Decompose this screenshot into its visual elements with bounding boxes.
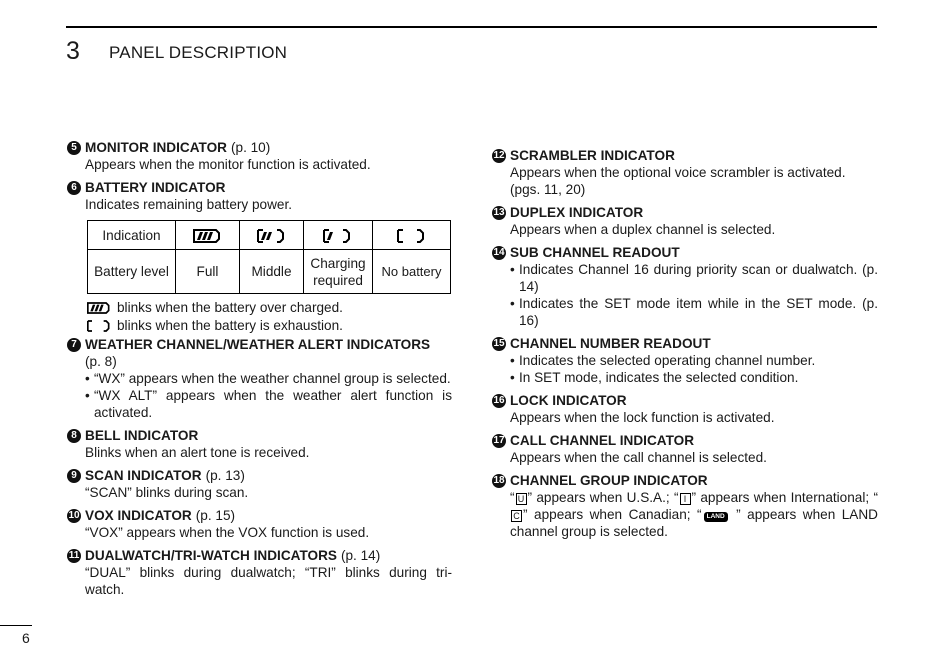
right-column [492,147,878,546]
table-row [88,221,451,250]
table-cell: Battery level [88,250,176,294]
scrambler-indicator-section [492,147,878,198]
list-item-text: “WX ALT” appears when the weather alert function is activated. [94,388,452,420]
battery-empty-icon [397,229,427,243]
table-cell [304,221,373,250]
monitor-indicator-section [67,139,452,173]
bell-indicator-section [67,427,452,461]
table-cell: No battery [373,250,451,294]
body-text: ” appears when International; “ [691,490,878,505]
page-reference: (p. 14) [340,548,381,563]
note-text: blinks when the battery over charged. [117,300,343,315]
item-number-badge: 18 [493,474,505,486]
weather-indicators-section [67,336,452,421]
list-item-text: Indicates the selected operating channel number. [519,353,816,368]
chapter-number: 3 [66,37,80,65]
list-item: • In SET mode, indicates the selected condition. [492,369,878,386]
page-number: 6 [22,630,30,646]
item-number-badge: 11 [68,549,80,561]
section-body: Appears when the optional voice scrambler is activated. (pgs. 11, 20) [510,165,846,197]
page-reference: (p. 8) [85,354,117,369]
item-number-badge: 8 [67,429,81,443]
item-number-badge: 12 [493,149,505,161]
scan-indicator-section [67,467,452,501]
section-title: SCRAMBLER INDICATOR [510,148,675,163]
item-number-badge: 15 [493,337,505,349]
section-title: DUPLEX INDICATOR [510,205,644,220]
item-number-badge: 16 [493,394,505,406]
section-title: BELL INDICATOR [85,428,199,443]
item-number-badge: 10 [68,509,80,521]
section-title: BATTERY INDICATOR [85,180,226,195]
section-body: “SCAN” blinks during scan. [85,485,249,500]
battery-full-icon [87,302,112,314]
battery-empty-icon [87,320,112,332]
section-body: Appears when the monitor function is activated. [85,157,371,172]
item-number-badge: 9 [67,469,81,483]
duplex-indicator-section [492,204,878,238]
list-item-text: In SET mode, indicates the selected condition. [519,370,799,385]
list-item: • Indicates the SET mode item while in the SET mode. (p. 16) [510,296,878,328]
battery-indicator-section [67,179,452,334]
body-text: ” appears when U.S.A.; “ [527,490,679,505]
table-cell: Middle [240,250,304,294]
list-item: • “WX ALT” appears when the weather alert function is activated. [85,388,452,420]
lock-indicator-section [492,392,878,426]
section-title: CALL CHANNEL INDICATOR [510,433,695,448]
dualwatch-indicators-section [67,547,452,598]
section-body: Indicates remaining battery power. [85,197,293,212]
battery-table [87,220,451,294]
item-number-badge: 17 [493,434,505,446]
item-number-badge: 6 [67,181,81,195]
list-item: • “WX” appears when the weather channel group is selected. [85,371,451,386]
section-body: Blinks when an alert tone is received. [85,445,310,460]
call-channel-indicator-section [492,432,878,466]
section-body: “VOX” appears when the VOX function is used. [85,525,370,540]
section-title: VOX INDICATOR [85,508,192,523]
table-cell: Indication [88,221,176,250]
note-text: blinks when the battery is exhaustion. [117,318,343,333]
vox-indicator-section [67,507,452,541]
table-cell [304,250,373,294]
section-body: Appears when the lock function is activated. [510,410,775,425]
battery-low-icon [323,229,353,243]
section-body: “ U ” appears when U.S.A.; “ I ” appears when International; “C ” appears when Canadian; “ LAND ” appears when LAND channel group is selected. [510,490,878,539]
page-reference: (p. 15) [195,508,236,523]
section-title: DUALWATCH/TRI-WATCH INDICATORS [85,548,337,563]
section-title: LOCK INDICATOR [510,393,627,408]
section-title: SUB CHANNEL READOUT [510,245,680,260]
table-cell [373,221,451,250]
canadian-group-icon: C [511,510,522,522]
list-item-text: Indicates Channel 16 during priority scan or dualwatch. (p. 14) [519,262,878,294]
table-row [88,250,451,294]
section-title: CHANNEL NUMBER READOUT [510,336,711,351]
list-item: • Indicates the selected operating channel number. [492,352,878,369]
item-number-badge: 14 [493,246,505,258]
sub-channel-readout-section [492,244,878,329]
chapter-title: PANEL DESCRIPTION [109,43,288,62]
section-title: CHANNEL GROUP INDICATOR [510,473,708,488]
battery-note-exhausted [67,317,452,334]
item-number-badge: 13 [493,206,505,218]
channel-group-indicator-section [492,472,878,540]
footer-rule [0,625,32,626]
section-body: Appears when the call channel is selected. [510,450,767,465]
item-number-badge: 7 [67,338,81,352]
list-item-text: Indicates the SET mode item while in the SET mode. (p. 16) [519,296,878,328]
battery-full-icon [193,229,223,243]
charging-required-label: Charging required [310,255,366,288]
usa-group-icon: U [516,493,527,505]
section-title: SCAN INDICATOR [85,468,202,483]
battery-middle-icon [257,229,287,243]
section-body: Appears when a duplex channel is selected. [510,222,776,237]
section-title: WEATHER CHANNEL/WEATHER ALERT INDICATORS [85,337,431,352]
international-group-icon: I [680,493,691,505]
table-cell [240,221,304,250]
battery-note-charged [67,299,452,316]
section-body: “DUAL” blinks during dualwatch; “TRI” blinks during tri-watch. [85,565,452,597]
body-text: ” appears when LAND channel group is selected. [510,507,878,539]
list-item-text: “WX” appears when the weather channel group is selected. [94,371,451,386]
page-reference: (p. 10) [230,140,271,155]
item-number-badge: 5 [67,141,81,155]
page-reference: (p. 13) [205,468,245,483]
section-title: MONITOR INDICATOR [85,140,227,155]
body-text: ” appears when Canadian; “ [523,507,702,522]
channel-number-readout-section [492,335,878,386]
table-cell: Full [176,250,240,294]
land-group-icon: LAND [704,512,728,522]
list-item: • Indicates Channel 16 during priority scan or dualwatch. (p. 14) [510,262,878,294]
header-rule [66,26,877,28]
left-column [67,139,452,604]
table-cell [176,221,240,250]
